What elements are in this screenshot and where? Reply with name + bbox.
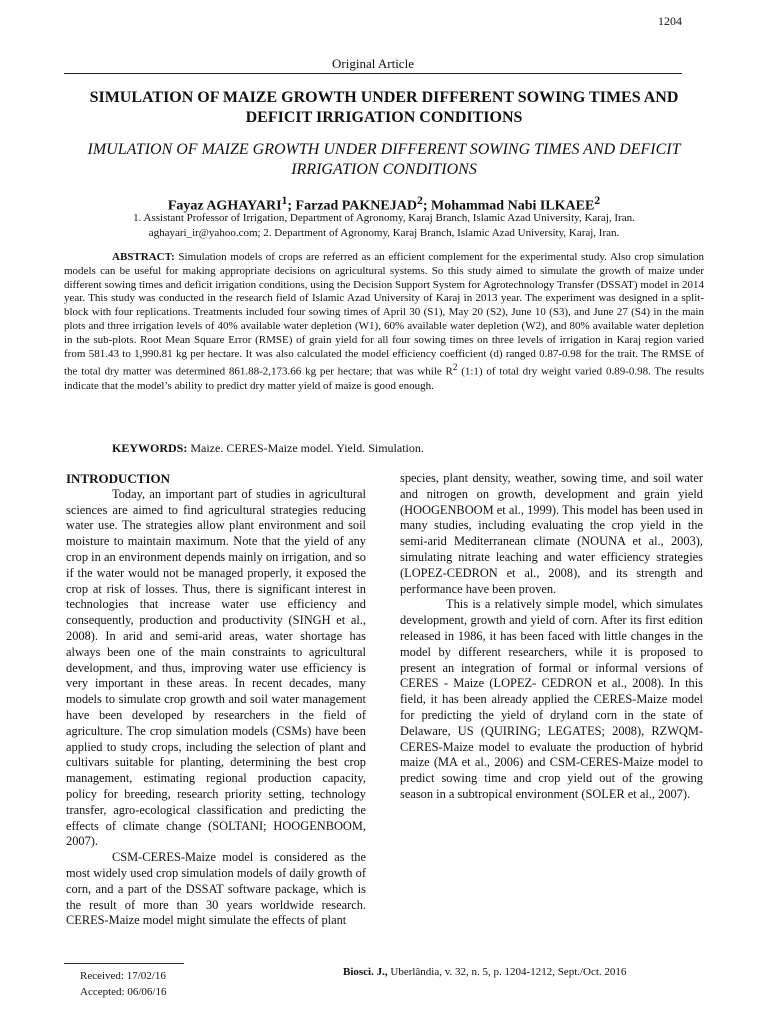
article-title-alternate: IMULATION OF MAIZE GROWTH UNDER DIFFERENT SOWING TIMES AND DEFICIT IRRIGATION CONDITIONS xyxy=(87,141,681,178)
affiliation-line-2: aghayari_ir@yahoo.com; 2. Department of Agronomy, Karaj Branch, Islamic Azad University, Karaj, Iran. xyxy=(148,227,620,239)
intro-paragraph-2: CSM-CERES-Maize model is considered as the most widely used crop simulation models of daily growth of corn, and a part of the DSSAT software package, which is the result of more than 30 years worldwide research. CERES-Maize model might simulate the effects of plant xyxy=(66,850,366,928)
received-date: Received: 17/02/16 xyxy=(80,970,166,982)
abstract-label: ABSTRACT: xyxy=(112,251,175,263)
author-1-affiliation: 1 xyxy=(281,194,288,207)
footer-rule xyxy=(64,963,184,964)
author-2-affiliation: 2 xyxy=(416,194,423,207)
journal-citation xyxy=(343,966,626,978)
section-heading-introduction: INTRODUCTION xyxy=(66,471,171,486)
abstract xyxy=(64,251,704,394)
intro-paragraph-1: Today, an important part of studies in agricultural sciences are aimed to find agricultural strategies reducing water use. The strategies allow plant environment and soil moisture to maintain maximum. Note that the yield of any crop in an environment depends mainly on irrigation, and so if the water would not be managed properly, it exposed the crop at risk of losses. Thus, there is significant interest in technologies that increase water use efficiency and consequently, production and productivity (SINGH et al., 2008). In arid and semi-arid areas, water shortage has always been one of the main constraints to agricultural development, and thus, improving water use efficiency is very important in these areas. In recent decades, many models to simulate crop growth and soil water management have been developed by researchers in the field of agriculture. The crop simulation models (CSMs) have been applied to study crops, including the selection of plant and cultivars suitable for planting, determining the best crop management, estimating regional production capacity, policy for breeding, research priority setting, technology transfer, agro-ecological classification and predicting the effects of climate change (SOLTANI; HOOGENBOOM, 2007). xyxy=(66,486,366,849)
intro-paragraph-2-continued: species, plant density, weather, sowing time, and soil water and nitrogen on growth, development and grain yield (HOOGENBOOM et al., 1999). This model has been used in many studies, including evaluating the crop yield in the semi-arid Mediterranean climate (NOUNA et al., 2003), simulating nitrate leaching and water efficiency strategies (LOPEZ-CEDRON et al., 2008), and its strength and performance have been proven. xyxy=(400,471,703,596)
author-3: Mohammad Nabi ILKAEE xyxy=(430,198,595,214)
header-rule xyxy=(64,73,682,74)
article-title: SIMULATION OF MAIZE GROWTH UNDER DIFFERENT SOWING TIMES AND DEFICIT IRRIGATION CONDITIONS xyxy=(89,89,679,126)
author-1: Fayaz AGHAYARI xyxy=(167,198,282,214)
keywords-label: KEYWORDS: xyxy=(112,441,188,455)
author-separator: ; xyxy=(287,198,296,214)
affiliation-line-1: 1. Assistant Professor of Irrigation, Department of Agronomy, Karaj Branch, Islamic Azad University, Karaj, Iran. xyxy=(133,212,635,224)
abstract-text: Simulation models of crops are referred as an efficient complement for the experimental study. Also crop simulation models can be useful for making appropriate decisions on agricultural systems. So this study aimed to simulate the growth of maize under different sowing times and deficit irrigation conditions, using the Decision Support System for Agrotechnology Transfer (DSSAT) model in 2014 year. This study was conducted in the research field of Islamic Azad University of Karaj in 2013 year. The experiment was designed in a split-block with four replications. Treatments included four sowing times of April 30 (S1), May 20 (S2), June 10 (S3), and June 27 (S4) in the main plots and three irrigation levels of 40% available water depletion (W1), 60% available water depletion (W2), and 80% available water depletion in the sub-plots. Root Mean Square Error (RMSE) of grain yield for all four sowing times on three levels of irrigation in Karaj region varied from 581.43 to 1,990.81 kg per hectare. It was also calculated the model efficiency coefficient (d) ranged 0.87-0.98 for the trait. The RMSE of the total dry matter was determined 861.88-2,173.66 kg per hectare; that was while R xyxy=(64,251,704,379)
keywords-text: Maize. CERES-Maize model. Yield. Simulation. xyxy=(187,441,424,455)
keywords xyxy=(64,441,704,456)
accepted-date: Accepted: 06/06/16 xyxy=(80,986,167,998)
abstract-text-end: (1:1) of total dry weight varied 0.89-0.98. The results indicate that the model’s ability to predict dry matter yield of maize is good enough. xyxy=(64,366,704,392)
received-dates xyxy=(80,968,166,1000)
journal-details: Uberlândia, v. 32, n. 5, p. 1204-1212, Sept./Oct. 2016 xyxy=(387,966,627,978)
r-squared-superscript: 2 xyxy=(452,362,458,373)
intro-paragraph-3: This is a relatively simple model, which simulates development, growth and yield of corn. After its first edition released in 1986, it has been faced with little changes in the model by different researchers, while it is proposed to present an integration of formal or informal versions of CERES - Maize (LOPEZ- CEDRON et al., 2008). In this field, it has been already applied the CERES-Maize model for predicting the yield of dryland corn in the state of Delaware, US (QUIRING; LEGATES; 2008), RZWQM-CERES-Maize model to evaluate the production of hybrid maize (MA et al., 2006) and CSM-CERES-Maize model to predict sowing time and crop yield out of the growing season in a subtropical environment (SOLER et al., 2007). xyxy=(400,597,703,801)
article-type-header: Original Article xyxy=(332,56,414,71)
author-2: Farzad PAKNEJAD xyxy=(295,198,417,214)
journal-name: Biosci. J., xyxy=(343,966,388,978)
affiliations xyxy=(64,211,704,241)
text-column-left xyxy=(66,471,366,929)
author-separator: ; xyxy=(422,198,431,214)
page-number: 1204 xyxy=(658,14,682,28)
text-column-right xyxy=(400,471,703,803)
author-3-affiliation: 2 xyxy=(594,194,601,207)
